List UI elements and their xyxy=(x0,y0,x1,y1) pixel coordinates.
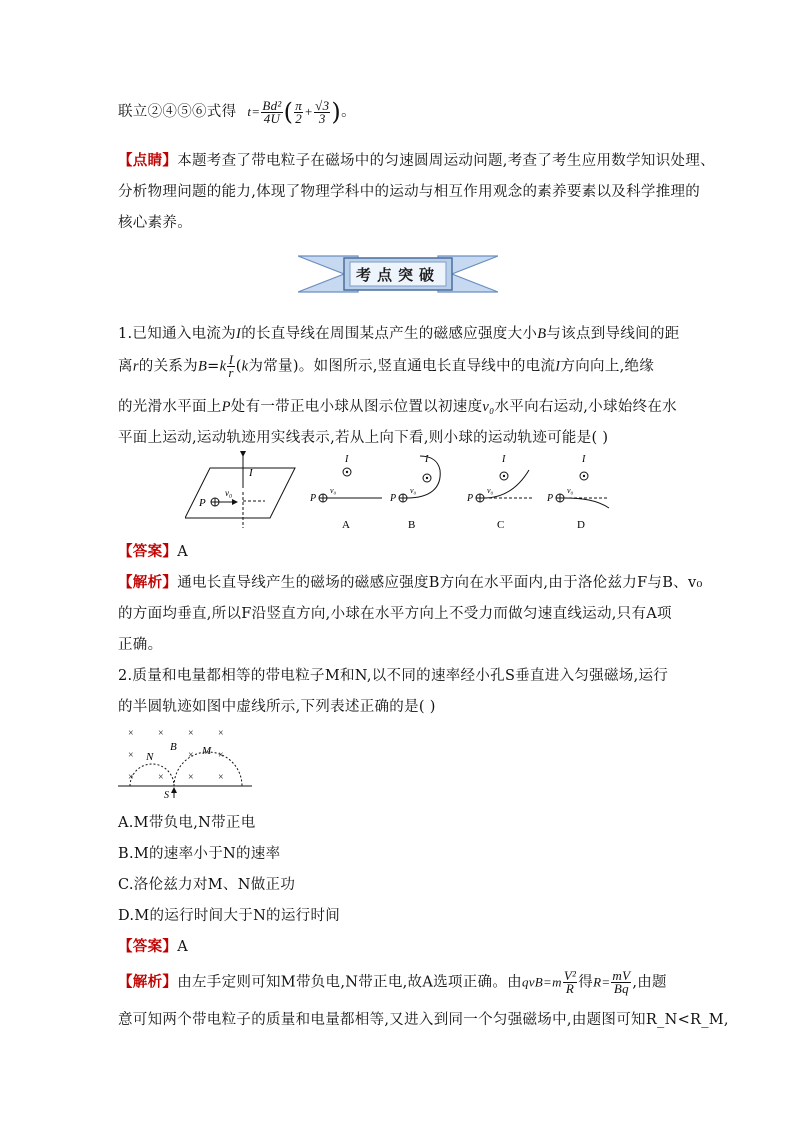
main-I-label: I xyxy=(249,467,253,479)
q2-path-M xyxy=(174,752,242,786)
cross: × xyxy=(128,728,134,739)
formula-plus: + xyxy=(304,104,314,119)
q1-v0: v₀ xyxy=(482,399,495,415)
opt-c-I: I xyxy=(502,454,506,465)
q2-analysis-tag: 【解析】 xyxy=(118,973,178,991)
opt-d-label: D xyxy=(577,519,585,531)
q1-text-2d: 为常量)。如图所示,竖直通电长直导线中的电流 xyxy=(248,358,556,375)
dianjing-text-3: 核心素养。 xyxy=(118,215,192,231)
q1-k: k xyxy=(219,358,227,375)
q2-f1-num: V² xyxy=(563,968,577,983)
opt-d-P: P xyxy=(547,493,554,504)
q1-answer: A xyxy=(177,544,188,560)
opt-c-wire-dot xyxy=(503,475,505,477)
q2-formula-2: R= xyxy=(593,974,611,990)
formula-num: Bd² xyxy=(262,97,282,113)
opt-b-label: B xyxy=(408,519,416,531)
intro-end: 。 xyxy=(341,104,356,120)
q2-analysis-line-1 xyxy=(118,970,667,995)
q2-line-2 xyxy=(118,695,436,716)
opt-d-trajectory xyxy=(564,498,609,508)
dianjing-line-2 xyxy=(118,180,700,201)
q2-option-b xyxy=(118,842,280,863)
formula-sqrt-frac xyxy=(314,97,330,126)
cross: × xyxy=(128,750,134,761)
q2-figure xyxy=(118,722,258,802)
q2-answer-tag: 【答案】 xyxy=(118,938,178,955)
dianjing-text-2: 分析物理问题的能力,体现了物理学科中的运动与相互作用观念的素养要素以及科学推理的 xyxy=(118,184,701,200)
q1-text-2e: 方向向上,绝缘 xyxy=(560,358,655,375)
opt-a-wire-dot xyxy=(346,471,348,473)
q2-f2-num: mV xyxy=(612,968,631,983)
q1-k2: k xyxy=(241,358,249,375)
option-d-figure xyxy=(546,454,609,531)
q1-text-3b: 处有一带正电小球从图示位置以初速度 xyxy=(230,399,483,415)
dianjing-text-1: 本题考查了带电粒子在磁场中的匀速圆周运动问题,考查了考生应用数学知识处理、 xyxy=(177,153,715,169)
q2-analysis-line-2 xyxy=(118,1008,729,1029)
q1-line-3 xyxy=(118,395,677,416)
q1-B: B xyxy=(537,326,547,342)
q1-answer-tag: 【答案】 xyxy=(118,543,178,560)
q2-option-d-text: D.M的运行时间大于N的运行时间 xyxy=(118,908,341,924)
q2-answer: A xyxy=(177,939,188,955)
main-P-label: P xyxy=(199,497,206,509)
opt-b-v0: v₀ xyxy=(410,486,417,495)
q1-analysis-line-2 xyxy=(118,602,672,623)
banner-title: 考点突破 xyxy=(355,266,441,284)
q2-formula-2-frac xyxy=(611,970,631,995)
q2-label-S: S xyxy=(164,790,169,801)
q1-line-2 xyxy=(118,354,654,379)
q1-answer-line xyxy=(118,540,188,561)
q1-text-2b: 的关系为 xyxy=(138,358,198,375)
q2-option-a xyxy=(118,811,256,832)
q1-text-2a: 离 xyxy=(118,358,133,375)
opt-b-P: P xyxy=(390,493,397,504)
q2-f1-den: R xyxy=(565,981,575,996)
q1-I: I xyxy=(236,326,242,342)
q2-f2-den: Bq xyxy=(613,981,629,996)
paren-left: ( xyxy=(283,98,294,126)
q1-line-4 xyxy=(118,426,608,447)
q2-option-b-text: B.M的速率小于N的速率 xyxy=(118,846,281,862)
q2-analysis-1c: ,由题 xyxy=(632,974,667,991)
q1-eq: = xyxy=(207,358,220,375)
opt-c-label: C xyxy=(497,519,505,531)
q1-analysis-3: 正确。 xyxy=(118,637,163,653)
opt-b-wire-dot xyxy=(426,477,428,479)
q2-analysis-1b: 得 xyxy=(578,974,594,991)
opt-d-wire-dot xyxy=(583,475,585,477)
q1-analysis-2: 的方面均垂直,所以F沿竖直方向,小球在水平方向上不受力而做匀速直线运动,只有A项 xyxy=(118,606,672,622)
q1-frac-den: r xyxy=(228,365,234,380)
q1-I2: I xyxy=(555,358,561,375)
opt-a-P: P xyxy=(310,493,317,504)
formula-inner-frac xyxy=(294,97,303,126)
formula-eq: = xyxy=(251,104,261,119)
opt-b-I: I xyxy=(425,454,429,465)
cross: × xyxy=(188,772,194,783)
q2-option-c xyxy=(118,873,295,894)
q2-option-c-text: C.洛伦兹力对M、N做正功 xyxy=(118,877,296,893)
q2-label-B: B xyxy=(170,741,177,753)
q2-answer-line xyxy=(118,935,188,956)
opt-d-v0: v₀ xyxy=(567,486,574,495)
cross: × xyxy=(188,750,194,761)
paren-right: ) xyxy=(331,98,342,126)
q1-text-3c: 水平向右运动,小球始终在水 xyxy=(494,399,677,415)
formula-sqrt-num: √3 xyxy=(315,97,330,113)
section-banner xyxy=(298,252,498,296)
horizontal-plane xyxy=(185,468,295,518)
q2-label-M: M xyxy=(202,745,212,757)
q1-figure xyxy=(185,448,645,538)
q1-text-2c: ( xyxy=(235,358,242,375)
opt-a-label: A xyxy=(342,519,350,531)
q2-formula-1: qvB=m xyxy=(521,974,562,990)
main-figure xyxy=(185,456,295,528)
q1-analysis-line-3 xyxy=(118,633,162,654)
q1-B2: B xyxy=(197,358,208,375)
q1-P: P xyxy=(221,399,231,415)
opt-a-I: I xyxy=(345,454,349,465)
cross: × xyxy=(158,728,164,739)
formula-frac xyxy=(261,97,282,126)
q1-frac xyxy=(227,354,234,379)
formula-t: t xyxy=(247,104,252,119)
q2-formula-1-frac xyxy=(563,970,577,995)
opt-a-v0: v₀ xyxy=(330,486,337,495)
q1-text-1a: 1.已知通入电流为 xyxy=(118,326,237,342)
formula-inner-den: 2 xyxy=(295,110,303,126)
q1-analysis-1: 通电长直导线产生的磁场的磁感应强度B方向在水平面内,由于洛伦兹力F与B、v₀ xyxy=(177,575,703,591)
formula-inner-num: π xyxy=(295,97,303,113)
q2-path-N xyxy=(130,764,174,786)
formula-sqrt-den: 3 xyxy=(318,110,326,126)
q1-text-1b: 的长直导线在周围某点产生的磁感应强度大小 xyxy=(241,326,538,342)
dianjing-line-3 xyxy=(118,211,192,232)
cross: × xyxy=(188,728,194,739)
q2-analysis-1a: 由左手定则可知M带负电,N带正电,故A选项正确。由 xyxy=(177,974,522,991)
q1-text-4: 平面上运动,运动轨迹用实线表示,若从上向下看,则小球的运动轨迹可能是( ) xyxy=(118,430,609,446)
cross: × xyxy=(158,772,164,783)
q1-r: r xyxy=(132,358,139,375)
q2-option-d xyxy=(118,904,340,925)
intro-lead: 联立②④⑤⑥式得 xyxy=(118,104,237,120)
cross: × xyxy=(218,750,224,761)
cross: × xyxy=(128,772,134,783)
q1-line-1 xyxy=(118,322,680,343)
main-v0-label: v₀ xyxy=(225,488,233,498)
option-b-figure xyxy=(389,454,440,531)
q2-label-N: N xyxy=(146,751,154,763)
q2-text-2: 的半圆轨迹如图中虚线所示,下列表述正确的是( ) xyxy=(118,699,436,715)
q1-analysis-tag: 【解析】 xyxy=(118,574,178,591)
q2-text-1: 2.质量和电量都相等的带电粒子M和N,以不同的速率经小孔S垂直进入匀强磁场,运行 xyxy=(118,668,669,684)
q2-line-1 xyxy=(118,664,668,685)
opt-c-v0: v₀ xyxy=(487,486,494,495)
cross: × xyxy=(218,728,224,739)
intro-formula-line xyxy=(118,98,356,126)
q2-analysis-2: 意可知两个带电粒子的质量和电量都相等,又进入到同一个匀强磁场中,由题图可知R_N<R_M, xyxy=(118,1012,729,1028)
dianjing-line-1 xyxy=(118,149,715,170)
opt-d-I: I xyxy=(582,454,586,465)
q2-option-a-text: A.M带负电,N带正电 xyxy=(118,815,256,831)
option-c-figure xyxy=(466,454,533,531)
formula-den: 4U xyxy=(263,110,281,126)
option-a-figure xyxy=(309,454,382,531)
q1-analysis-line-1 xyxy=(118,571,703,592)
opt-c-P: P xyxy=(467,493,474,504)
q1-text-3a: 的光滑水平面上 xyxy=(118,399,222,415)
q1-text-1c: 与该点到导线间的距 xyxy=(546,326,680,342)
q1-frac-num: I xyxy=(228,352,234,367)
dianjing-tag: 【点睛】 xyxy=(118,152,178,169)
cross: × xyxy=(218,772,224,783)
